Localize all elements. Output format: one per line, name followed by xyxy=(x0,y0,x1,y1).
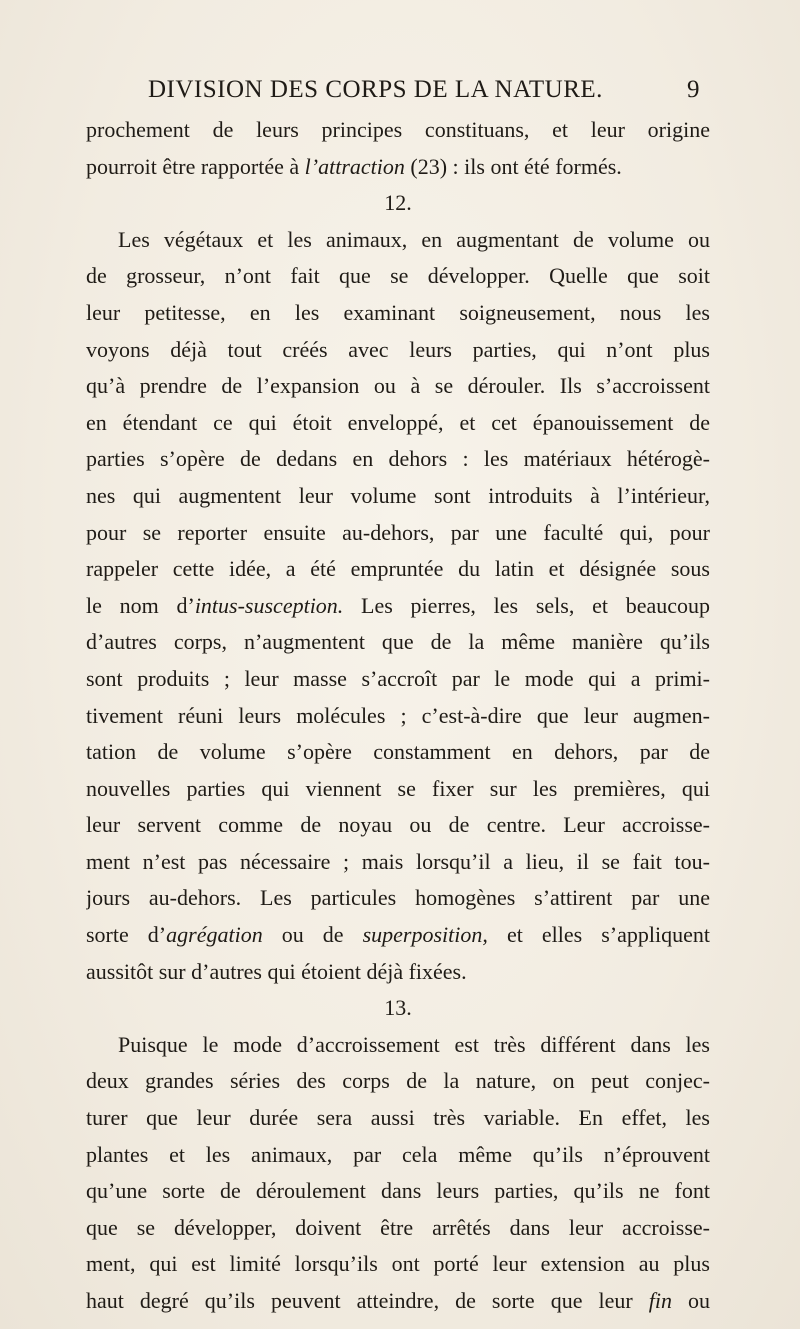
text-line: qu’une sorte de déroulement dans leurs parties, qu’ils ne font xyxy=(86,1178,710,1204)
italic-term: superposition, xyxy=(362,922,488,948)
text-line: en étendant ce qui étoit enveloppé, et cet épanouissement de xyxy=(86,409,710,435)
body-text xyxy=(86,112,710,1320)
text-line: haut degré qu’ils peuvent atteindre, de sorte que leur fin ou xyxy=(86,1288,710,1313)
text-line: nes qui augmentent leur volume sont introduits à l’intérieur, xyxy=(86,482,710,508)
text-line: leur servent comme de noyau ou de centre. Leur accroisse- xyxy=(86,812,710,838)
page-number: 9 xyxy=(687,76,700,103)
text-line: sont produits ; leur masse s’accroît par le mode qui a primi- xyxy=(86,665,710,691)
text-line: tation de volume s’opère constamment en dehors, par de xyxy=(86,739,710,765)
italic-term: agrégation xyxy=(166,922,263,948)
text-line: leur petitesse, en les examinant soigneusement, nous les xyxy=(86,299,710,325)
text-line: parties s’opère de dedans en dehors : les matériaux hétérogè- xyxy=(86,446,710,472)
italic-term: l’attraction xyxy=(304,153,405,179)
text-line: jours au-dehors. Les particules homogènes s’attirent par une xyxy=(86,885,710,911)
text-line: turer que leur durée sera aussi très variable. En effet, les xyxy=(86,1105,710,1131)
text-line: pourroit être rapportée à l’attraction (23) : ils ont été formés. xyxy=(86,153,622,179)
text-line: deux grandes séries des corps de la nature, on peut conjec- xyxy=(86,1068,710,1094)
text-line: pour se reporter ensuite au-dehors, par une faculté qui, pour xyxy=(86,519,710,545)
italic-term: fin xyxy=(648,1288,672,1313)
text-line: nouvelles parties qui viennent se fixer sur les premières, qui xyxy=(86,775,710,801)
text-line: plantes et les animaux, par cela même qu’ils n’éprouvent xyxy=(86,1141,710,1167)
text-line: que se développer, doivent être arrêtés dans leur accroisse- xyxy=(86,1214,710,1240)
text-line: qu’à prendre de l’expansion ou à se dérouler. Ils s’accroissent xyxy=(86,373,710,399)
text-line: sorte d’agrégation ou de superposition, et elles s’appliquent xyxy=(86,922,710,948)
italic-term: intus-susception. xyxy=(194,592,344,618)
text-line: prochement de leurs principes constituans, et leur origine xyxy=(86,117,710,142)
text-line: d’autres corps, n’augmentent que de la même manière qu’ils xyxy=(86,629,710,655)
text-line: Puisque le mode d’accroissement est très différent dans les xyxy=(118,1031,710,1057)
section-number: 12. xyxy=(384,190,412,216)
text-line: le nom d’intus-susception. Les pierres, les sels, et beaucoup xyxy=(86,592,710,618)
text-line: aussitôt sur d’autres qui étoient déjà fixées. xyxy=(86,958,467,984)
running-title: DIVISION DES CORPS DE LA NATURE. xyxy=(148,76,603,103)
running-header xyxy=(140,76,700,116)
text-line: ment, qui est limité lorsqu’ils ont porté leur extension au plus xyxy=(86,1251,710,1277)
text-line: de grosseur, n’ont fait que se développer. Quelle que soit xyxy=(86,263,710,289)
text-line: voyons déjà tout créés avec leurs parties, qui n’ont plus xyxy=(86,336,710,362)
section-number: 13. xyxy=(384,995,412,1021)
text-line: rappeler cette idée, a été empruntée du latin et désignée sous xyxy=(86,556,710,582)
text-line: Les végétaux et les animaux, en augmentant de volume ou xyxy=(118,226,710,252)
text-line: tivement réuni leurs molécules ; c’est-à-dire que leur augmen- xyxy=(86,702,710,728)
text-line: ment n’est pas nécessaire ; mais lorsqu’il a lieu, il se fait tou- xyxy=(86,848,710,874)
